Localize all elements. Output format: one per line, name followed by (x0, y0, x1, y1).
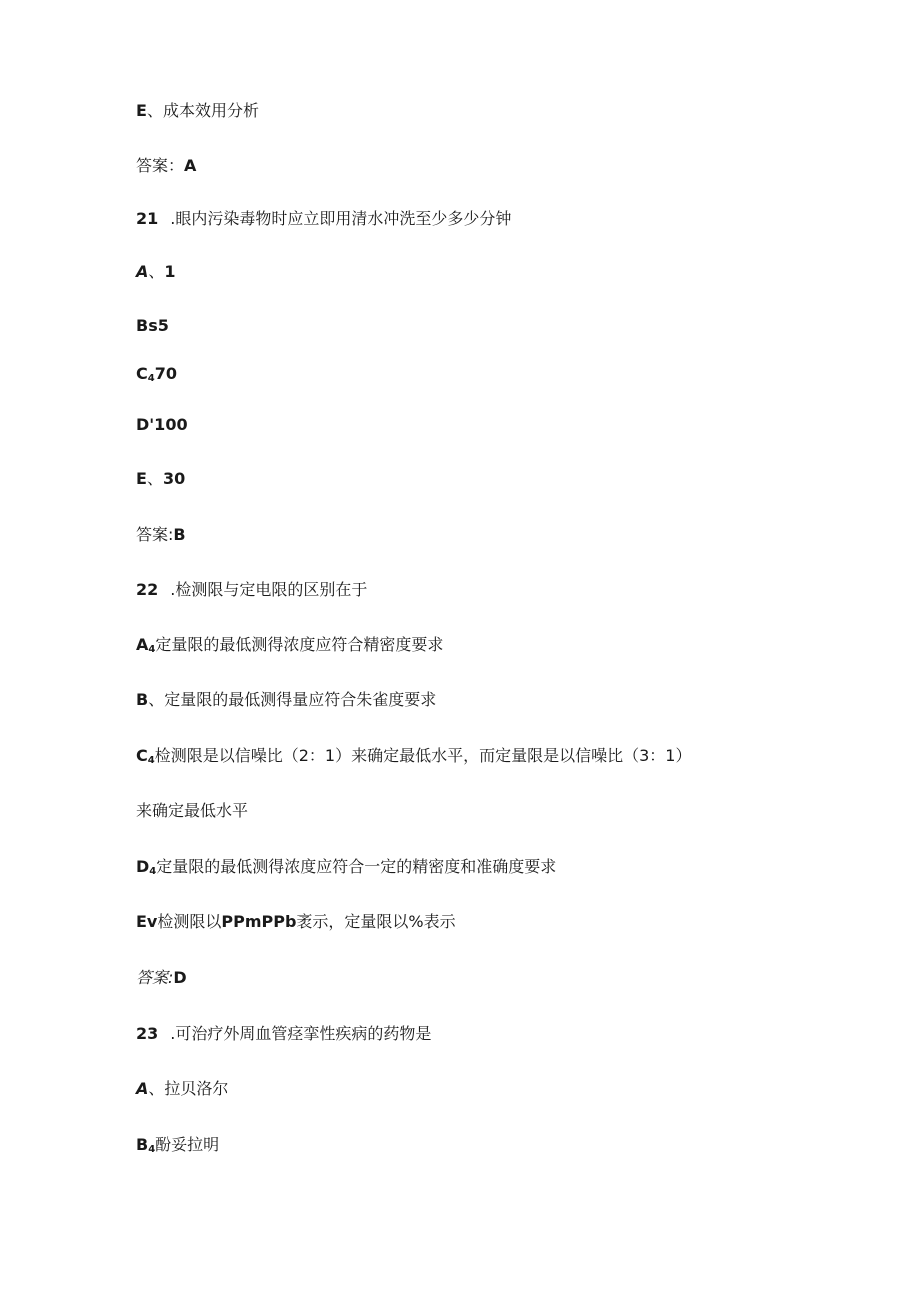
option-separator: 、 (148, 262, 165, 281)
option-text: 拉贝洛尔 (164, 1079, 229, 1098)
answer-20 (136, 155, 196, 177)
option-label: C (136, 746, 148, 765)
option-23-a (136, 1078, 228, 1100)
option-subscript: 4 (147, 755, 155, 766)
option-separator: 、 (146, 469, 163, 488)
answer-value: B (173, 525, 186, 544)
option-text: 定量限的最低测得浓度应符合一定的精密度和准确度要求 (156, 857, 557, 876)
option-label: Ev (136, 912, 158, 931)
option-text: 1 (164, 262, 176, 281)
option-text-tail: 袤示，定量限以%表示 (296, 912, 456, 931)
option-label: B (136, 1135, 149, 1154)
question-21 (136, 208, 511, 230)
answer-prefix: 答案： (136, 156, 185, 175)
option-22-b (136, 689, 436, 711)
option-text: 定量限的最低测得浓度应符合精密度要求 (155, 635, 444, 654)
question-text: 检测限与定电限的区别在于 (175, 580, 368, 599)
option-label: A (136, 262, 149, 281)
option-22-c (136, 745, 691, 772)
option-text: 检测限以 (157, 912, 222, 931)
answer-value: A (184, 156, 197, 175)
question-separator: . (170, 209, 176, 228)
option-text-continuation: 来确定最低水平 (136, 801, 249, 820)
option-subscript: 4 (148, 1144, 156, 1155)
option-label: A (136, 1079, 149, 1098)
question-23 (136, 1023, 431, 1045)
option-21-d (136, 414, 188, 436)
answer-22 (136, 967, 187, 989)
answer-prefix: 答案: (136, 968, 174, 987)
question-22 (136, 579, 367, 601)
option-text: 检测限是以信噪比（2：1）来确定最低水平，而定量限是以信噪比（3：1） (154, 746, 692, 765)
answer-21 (136, 524, 186, 546)
option-22-e (136, 911, 456, 933)
option-text: 成本效用分析 (162, 101, 259, 120)
question-text: 可治疗外周血管痉挛性疾病的药物是 (175, 1024, 432, 1043)
question-number: 23 (136, 1024, 159, 1043)
option-22-d (136, 856, 556, 883)
option-text: 定量限的最低测得量应符合朱雀度要求 (164, 690, 437, 709)
option-label: D (136, 857, 150, 876)
question-separator: . (170, 580, 176, 599)
option-label: B (136, 690, 149, 709)
option-21-c (136, 363, 177, 390)
option-22-a (136, 634, 443, 661)
option-label: D'100 (136, 415, 188, 434)
option-20-e (136, 100, 259, 122)
option-separator: 、 (148, 690, 165, 709)
option-subscript: 4 (149, 866, 157, 877)
option-21-b (136, 315, 169, 337)
option-label: E (136, 101, 147, 120)
answer-value: D (173, 968, 187, 987)
option-label: E (136, 469, 147, 488)
option-text: 酚妥拉明 (155, 1135, 220, 1154)
option-subscript: 4 (147, 373, 155, 384)
option-21-a (136, 261, 176, 283)
answer-prefix: 答案: (136, 525, 174, 544)
option-text: 70 (154, 364, 177, 383)
option-21-e (136, 468, 185, 490)
option-separator: 、 (148, 1079, 165, 1098)
option-23-b (136, 1134, 219, 1161)
option-text-unit: PPmPPb (221, 912, 297, 931)
option-22-c-continuation (136, 800, 248, 822)
question-number: 21 (136, 209, 159, 228)
option-label: Bs5 (136, 316, 169, 335)
option-subscript: 4 (148, 644, 156, 655)
option-label: C (136, 364, 148, 383)
question-text: 眼内污染毒物时应立即用清水冲洗至少多少分钟 (175, 209, 512, 228)
option-text: 30 (162, 469, 186, 488)
question-number: 22 (136, 580, 159, 599)
option-label: A (136, 635, 149, 654)
question-separator: . (170, 1024, 176, 1043)
option-separator: 、 (146, 101, 163, 120)
